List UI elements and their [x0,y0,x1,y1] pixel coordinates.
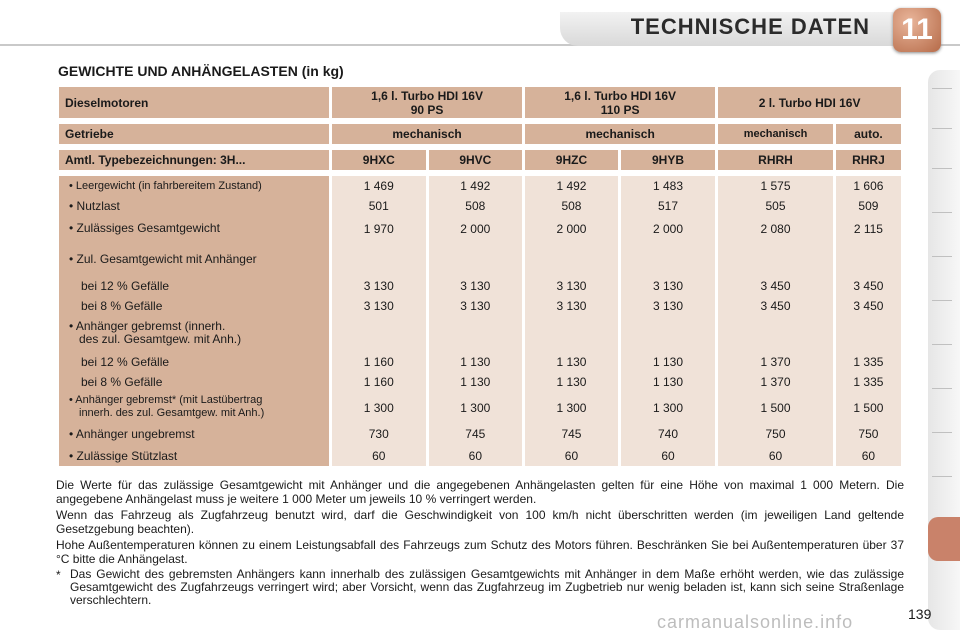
value-cell: 509 [858,199,879,213]
value-cell: 2 000 [556,222,587,236]
value-cell: 60 [468,449,482,463]
value-cell: 1 130 [556,355,587,369]
value-cell: 1 970 [363,222,394,236]
value-cell: 1 300 [556,401,587,415]
chapter-tab-tick [932,256,952,257]
type-cell: 9HZC [525,150,618,170]
value-cell: 1 130 [556,375,587,389]
value-cell: 3 450 [853,299,884,313]
value-cell: 517 [657,199,679,213]
row-label: • Zulässiges Gesamtgewicht [69,221,220,235]
engine-label: Dieselmotoren [59,87,329,118]
value-column [429,176,523,466]
page-number: 139 [908,606,932,622]
value-cell: 60 [661,449,675,463]
weights-table [56,84,904,469]
value-cell: 2 000 [460,222,491,236]
value-cell: 1 130 [652,355,684,369]
value-cell [840,249,897,276]
row-label: • Leergewicht (in fahrbereitem Zustand) [69,180,262,192]
row-label-line2: des zul. Gesamtgew. mit Anh.) [79,332,242,346]
value-cell: 740 [657,427,679,441]
engine-name: 1,6 l. Turbo HDI 16V [371,88,483,103]
value-cell: 2 000 [652,222,684,236]
row-label: • Nutzlast [69,199,120,213]
value-cell [433,249,519,276]
value-cell: 508 [465,199,486,213]
value-cell: 1 483 [652,179,684,193]
weights-body [59,176,901,466]
value-cell: 3 130 [652,279,684,293]
chapter-tab-active [928,517,960,561]
value-cell: 3 130 [363,299,394,313]
value-cell [625,249,711,276]
chapter-tab-tick [932,432,952,433]
value-cell: 1 300 [652,401,684,415]
value-cell: 3 450 [853,279,884,293]
value-cell: 60 [372,449,386,463]
value-column [718,176,833,466]
value-cell: 1 500 [760,401,791,415]
gearbox-cell: mechanisch [332,124,522,144]
value-cell: 1 335 [853,355,884,369]
engine-power: 110 PS [600,102,640,117]
section-title: GEWICHTE UND ANHÄNGELASTEN (in kg) [58,63,344,79]
type-row [59,150,901,170]
value-cell: 1 130 [460,375,491,389]
value-cell: 2 080 [760,222,791,236]
value-cell [625,316,711,352]
row-label-line1: • Anhänger gebremst (innerh. [69,319,226,333]
value-cell: 1 370 [760,375,791,389]
value-cell: 750 [765,427,786,441]
value-column [621,176,715,466]
row-label-line2: innerh. des zul. Gesamtgew. mit Anh.) [79,407,265,419]
value-cell [529,316,614,352]
chapter-title: TECHNISCHE DATEN [630,14,870,39]
gearbox-row [59,124,901,144]
value-cell: 60 [861,449,876,463]
type-label: Amtl. Typebezeichnungen: 3H... [59,150,329,170]
row-label: bei 8 % Gefälle [81,299,163,313]
chapter-tab-tick [932,168,952,169]
value-cell: 1 370 [760,355,791,369]
row-label: • Zul. Gesamtgewicht mit Anhänger [69,252,257,266]
value-cell: 60 [564,449,579,463]
row-label: bei 12 % Gefälle [81,279,170,293]
row-label: bei 8 % Gefälle [81,375,163,389]
gearbox-label: Getriebe [59,124,329,144]
chapter-number: 11 [901,13,933,46]
value-cell: 1 335 [853,375,884,389]
row-label: • Zulässige Stützlast [69,449,178,463]
chapter-tab-tick [932,128,952,129]
chapter-tab-tick [932,300,952,301]
value-column [836,176,901,466]
value-cell: 505 [765,199,786,213]
value-cell: 745 [465,427,486,441]
type-cell: 9HYB [621,150,715,170]
value-cell [722,316,829,352]
row-label-line1: • Anhänger gebremst* (mit Lastübertrag [69,394,263,406]
engine-row [59,87,901,118]
value-cell: 1 300 [363,401,394,415]
value-cell: 1 492 [460,179,491,193]
paragraph-speed: Wenn das Fahrzeug als Zugfahrzeug benutzt wird, darf die Geschwindigkeit von 100 km/h nicht überschritten werden (im jeweiligen Land geltende Gesetzgebung beachten). [56,508,904,536]
value-cell: 508 [561,199,582,213]
value-cell: 1 492 [556,179,587,193]
engine-header [525,87,715,118]
value-column [525,176,618,466]
value-cell: 1 130 [652,375,684,389]
footnote-text: Das Gewicht des gebremsten Anhängers kann innerhalb des zulässigen Gesamtgewichts mit Anhänger in dem Maße erhöht werden, wie das zulässige Gesamtgewicht des Zugfahrzeugs verringert wird; aber Vorsicht, wenn das Zugfahrzeug im Zugbetrieb nur wenig beladen ist, kann sich seine Straßenlage verschlechtern. [70,567,904,607]
value-cell: 3 450 [760,279,791,293]
paragraph-temperature: Hohe Außentemperaturen können zu einem Leistungsabfall des Fahrzeugs zum Schutz des Motors führen. Beschränken Sie bei Außentemperaturen über 37 °C bitte die Anhängelast. [56,538,904,566]
engine-header [718,87,901,118]
value-cell: 2 115 [853,222,883,236]
value-cell: 1 130 [460,355,491,369]
chapter-number-badge [893,8,941,52]
value-cell: 3 130 [363,279,394,293]
value-column [332,176,426,466]
value-cell [336,249,422,276]
chapter-tab-tick [932,388,952,389]
footnote-marker: * [56,568,61,582]
chapter-tab-tick [932,212,952,213]
type-cell: RHRH [718,150,833,170]
gearbox-cell: mechanisch [525,124,715,144]
value-cell: 730 [368,427,389,441]
value-cell: 1 300 [460,401,491,415]
value-cell: 750 [858,427,879,441]
value-cell: 60 [768,449,783,463]
engine-name: 1,6 l. Turbo HDI 16V [564,88,677,103]
type-cell: RHRJ [836,150,901,170]
value-cell [529,249,614,276]
value-cell: 3 130 [460,299,491,313]
value-cell: 3 450 [760,299,791,313]
row-label: bei 12 % Gefälle [81,355,170,369]
type-cell: 9HXC [332,150,426,170]
row-label [63,316,325,352]
gearbox-cell: mechanisch [718,124,833,144]
value-cell: 1 160 [363,355,394,369]
engine-header [332,87,522,118]
value-cell: 3 130 [460,279,491,293]
value-cell: 1 575 [760,179,791,193]
value-cell [840,316,897,352]
value-cell: 3 130 [556,299,587,313]
row-label: • Anhänger ungebremst [69,427,195,441]
paragraph-altitude: Die Werte für das zulässige Gesamtgewicht mit Anhänger und die angegebenen Anhängelasten gelten für eine Höhe von maximal 1 000 Metern. Die angegebene Anhängelast muss je weitere 1 000 Meter um jeweils 10 % verringert werden. [56,478,904,506]
row-label [63,392,325,424]
value-cell: 1 606 [853,179,884,193]
value-cell [722,249,829,276]
type-cell: 9HVC [429,150,523,170]
value-cell: 1 469 [363,179,394,193]
engine-name: 2 l. Turbo HDI 16V [758,95,861,110]
value-cell: 1 160 [363,375,394,389]
value-cell [433,316,519,352]
value-cell: 3 130 [556,279,587,293]
chapter-tab-tick [932,476,952,477]
value-cell: 1 500 [853,401,884,415]
chapter-tab-tick [932,88,952,89]
row-labels [59,176,329,466]
engine-power: 90 PS [410,102,444,117]
value-cell: 501 [368,199,389,213]
watermark: carmanualsonline.info [657,612,854,632]
value-cell: 3 130 [652,299,684,313]
gearbox-cell: auto. [836,124,901,144]
value-cell [336,316,422,352]
chapter-tab-tick [932,344,952,345]
value-cell: 745 [561,427,582,441]
